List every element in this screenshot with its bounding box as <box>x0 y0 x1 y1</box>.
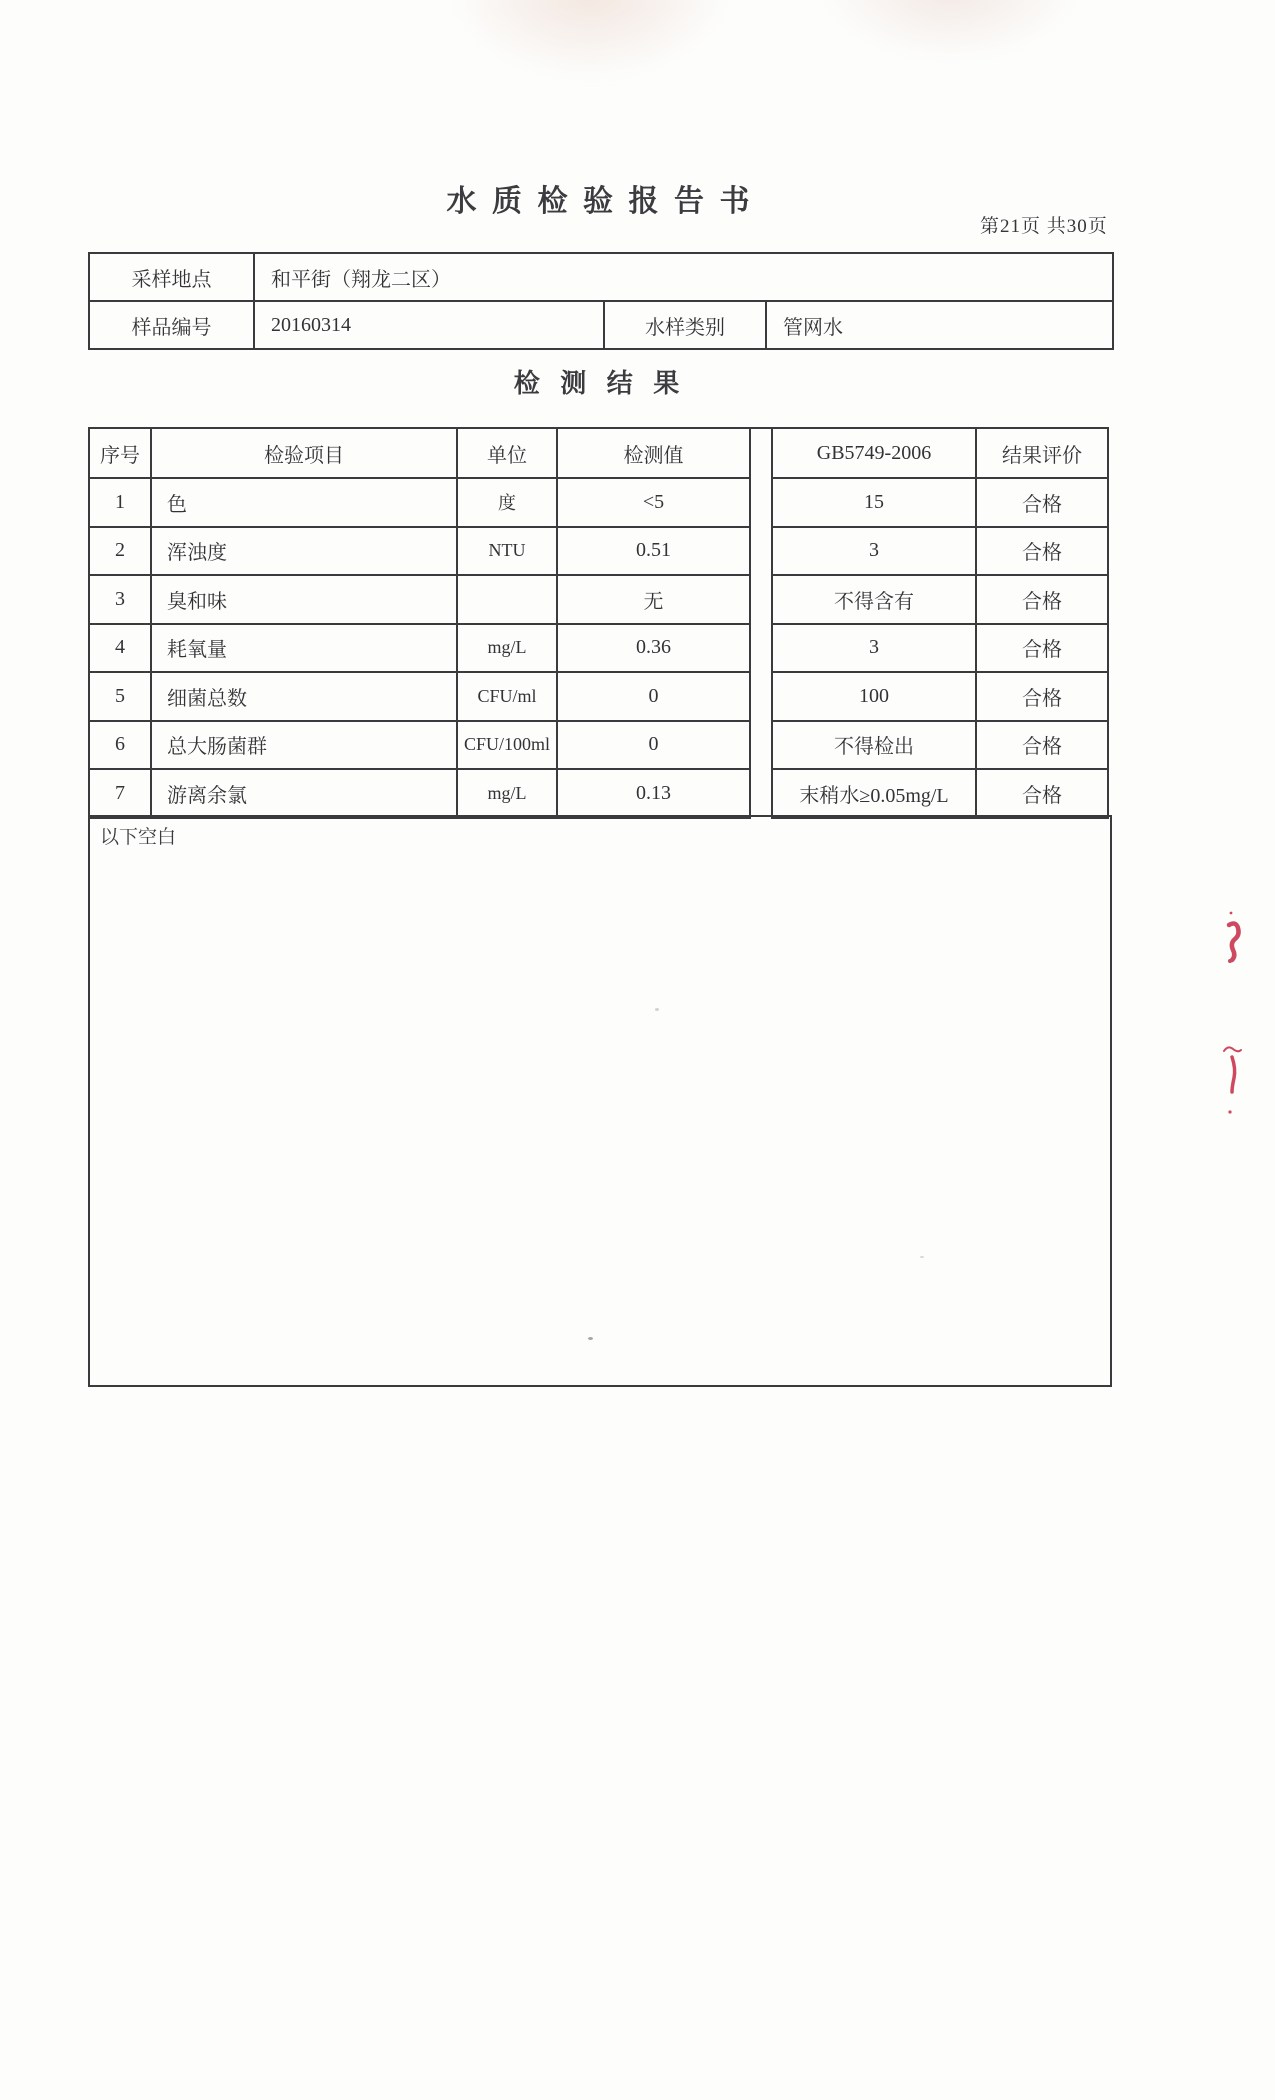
item-cell: 浑浊度 <box>151 527 457 576</box>
header-evaluation: 结果评价 <box>976 428 1108 478</box>
table-row <box>89 575 750 624</box>
row-no-cell: 4 <box>89 624 151 673</box>
water-type-value: 管网水 <box>766 301 1113 349</box>
sample-location-value: 和平街（翔龙二区） <box>254 253 1113 301</box>
results-table-left <box>88 427 751 819</box>
standard-cell: 不得含有 <box>772 575 976 624</box>
row-no-cell: 2 <box>89 527 151 576</box>
row-no-cell: 5 <box>89 672 151 721</box>
unit-cell <box>457 575 557 624</box>
sample-location-label: 采样地点 <box>89 253 254 301</box>
red-ink-mark <box>1216 905 1252 1155</box>
section-title: 检 测 结 果 <box>513 369 687 398</box>
table-row <box>89 478 750 527</box>
evaluation-cell: 合格 <box>976 769 1108 818</box>
value-cell: <5 <box>557 478 750 527</box>
table-row <box>772 575 1108 624</box>
sample-id-value: 20160314 <box>254 301 604 349</box>
header-value: 检测值 <box>557 428 750 478</box>
unit-cell: 度 <box>457 478 557 527</box>
row-no-cell: 3 <box>89 575 151 624</box>
value-cell: 0 <box>557 721 750 770</box>
table-row <box>89 672 750 721</box>
sample-location-row <box>89 253 1113 301</box>
row-no-cell: 1 <box>89 478 151 527</box>
scan-speck <box>920 1256 924 1258</box>
blank-area <box>88 815 1112 1387</box>
standard-cell: 100 <box>772 672 976 721</box>
table-row <box>772 672 1108 721</box>
page-title: 水 质 检 验 报 告 书 <box>446 185 754 218</box>
evaluation-cell: 合格 <box>976 575 1108 624</box>
item-cell: 总大肠菌群 <box>151 721 457 770</box>
value-cell: 无 <box>557 575 750 624</box>
scan-speck <box>588 1337 593 1340</box>
results-header-row-right <box>772 428 1108 478</box>
scan-speck <box>655 1008 659 1011</box>
evaluation-cell: 合格 <box>976 527 1108 576</box>
value-cell: 0.51 <box>557 527 750 576</box>
unit-cell: mg/L <box>457 624 557 673</box>
blank-area-label: 以下空白 <box>100 827 177 848</box>
page-number: 第21页 共30页 <box>980 216 1108 237</box>
table-row <box>772 527 1108 576</box>
standard-cell: 不得检出 <box>772 721 976 770</box>
unit-cell: CFU/100ml <box>457 721 557 770</box>
header-standard: GB5749-2006 <box>772 428 976 478</box>
value-cell: 0 <box>557 672 750 721</box>
table-row <box>772 721 1108 770</box>
unit-cell: NTU <box>457 527 557 576</box>
results-header-row <box>89 428 750 478</box>
row-no-cell: 6 <box>89 721 151 770</box>
evaluation-cell: 合格 <box>976 721 1108 770</box>
header-item: 检验项目 <box>151 428 457 478</box>
sample-id-label: 样品编号 <box>89 301 254 349</box>
item-cell: 臭和味 <box>151 575 457 624</box>
table-row <box>772 624 1108 673</box>
table-row <box>772 478 1108 527</box>
table-row <box>89 527 750 576</box>
table-row <box>89 769 750 818</box>
unit-cell: CFU/ml <box>457 672 557 721</box>
standard-cell: 15 <box>772 478 976 527</box>
table-row <box>89 624 750 673</box>
item-cell: 色 <box>151 478 457 527</box>
evaluation-cell: 合格 <box>976 624 1108 673</box>
table-row <box>89 721 750 770</box>
header-no: 序号 <box>89 428 151 478</box>
standard-cell: 3 <box>772 624 976 673</box>
water-type-label: 水样类别 <box>604 301 766 349</box>
value-cell: 0.36 <box>557 624 750 673</box>
item-cell: 耗氧量 <box>151 624 457 673</box>
evaluation-cell: 合格 <box>976 672 1108 721</box>
row-no-cell: 7 <box>89 769 151 818</box>
standard-cell: 3 <box>772 527 976 576</box>
header-unit: 单位 <box>457 428 557 478</box>
sample-id-row <box>89 301 1113 349</box>
item-cell: 细菌总数 <box>151 672 457 721</box>
evaluation-cell: 合格 <box>976 478 1108 527</box>
value-cell: 0.13 <box>557 769 750 818</box>
table-row <box>772 769 1108 818</box>
scan-smudge <box>820 0 1080 60</box>
scan-smudge <box>450 0 730 80</box>
unit-cell: mg/L <box>457 769 557 818</box>
results-table-right <box>771 427 1109 819</box>
sample-info-table <box>88 252 1114 350</box>
standard-cell: 末稍水≥0.05mg/L <box>772 769 976 818</box>
item-cell: 游离余氯 <box>151 769 457 818</box>
